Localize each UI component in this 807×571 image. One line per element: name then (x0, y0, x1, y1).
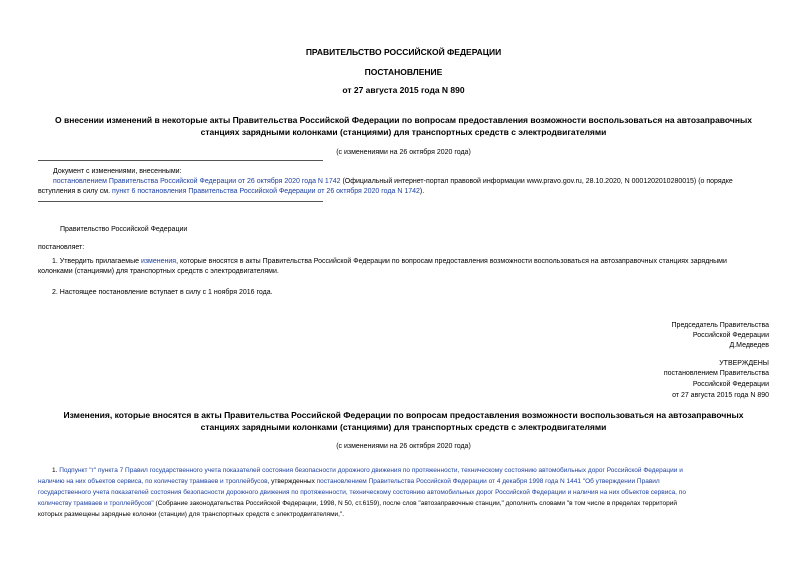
decree-1441-link[interactable]: постановлением Правительства Российской Федерации от 4 декабря 1998 года N 1441 "Об утверждении Правил (316, 478, 660, 485)
paragraph-2: 2. Настоящее постановление вступает в силу с 1 ноября 2016 года. (52, 289, 273, 296)
rules-item-link-cont[interactable]: наличию на них объектов сервиса, по количеству трамваев и троллейбусов (38, 478, 268, 485)
signature-role2: Российской Федерации (692, 332, 769, 339)
government-heading: ПРАВИТЕЛЬСТВО РОССИЙСКОЙ ФЕДЕРАЦИИ (305, 47, 502, 57)
amendments-line1: постановлением Правительства Российской Федерации от 26 октября 2020 года N 1742 (Официальный интернет-портал правовой информации www.pravo.gov.ru, 28.10.2020, N 0001202010280015) (о порядке (53, 178, 733, 185)
document-title-line2: станциях зарядными колонками (станциями) для транспортных средств с электродвигателями (200, 127, 607, 137)
amended-note: (с изменениями на 26 октября 2020 года) (336, 149, 471, 156)
annex-p1-line5: которых размещены зарядные колонки (станции) для транспортных средств с электродвигателями,". (38, 511, 345, 518)
signature-name: Д.Медведев (729, 342, 769, 349)
approved-label: УТВЕРЖДЕНЫ (719, 360, 769, 367)
annex-title-line1: Изменения, которые вносятся в акты Правительства Российской Федерации по вопросам предоставления возможности воспользоваться на автозаправочных (63, 410, 744, 420)
approved-line3: от 27 августа 2015 года N 890 (672, 392, 769, 399)
document-title-line1: О внесении изменений в некоторые акты Правительства Российской Федерации по вопросам предоставления возможности воспользоваться на автозаправочных (55, 115, 752, 125)
date-number-heading: от 27 августа 2015 года N 890 (342, 85, 465, 95)
annex-p1-line1: 1. Подпункт "г" пункта 7 Правил государственного учета показателей состояния безопасности дорожного движения по протяженности, техническому состоянию автомобильных дорог Российской Федерации и (52, 467, 683, 474)
paragraph-1-line1: 1. Утвердить прилагаемые изменения, которые вносятся в акты Правительства Российской Федерации по вопросам предоставления возможности воспользоваться на автозаправочных станциях зарядными (52, 258, 727, 265)
rules-item-link[interactable]: Подпункт "г" пункта 7 Правил государственного учета показателей состояния безопасности дорожного движения по протяженности, техническому состоянию автомобильных дорог Российской Федерации и (59, 467, 683, 474)
amendments-intro: Документ с изменениями, внесенными: (53, 168, 182, 175)
annex-title-line2: станциях зарядными колонками (станциями) для транспортных средств с электродвигателями (200, 422, 607, 432)
decree-1441-link-cont[interactable]: государственного учета показателей состояния безопасности дорожного движения по протяженности, техническому состоянию автомобильных дорог Российской Федерации и наличия на них объектов сервиса, по (38, 489, 686, 496)
approved-line2: Российской Федерации (692, 381, 769, 388)
annex-amended-note: (с изменениями на 26 октября 2020 года) (336, 443, 471, 450)
divider-bottom (38, 201, 323, 202)
divider-top (38, 160, 323, 161)
paragraph-1-line2: колонками (станциями) для транспортных средств с электродвигателями. (38, 268, 279, 275)
amendment-link-1742[interactable]: постановлением Правительства Российской Федерации от 26 октября 2020 года N 1742 (53, 178, 341, 185)
annex-p1-line2: наличию на них объектов сервиса, по количеству трамваев и троллейбусов, утвержденных постановлением Правительства Российской Федерации от 4 декабря 1998 года N 1441 "Об утверждении Правил (38, 478, 660, 485)
annex-p1-line4: количеству трамваев и троллейбусов" (Собрание законодательства Российской Федерации, 1998, N 50, ст.6159), после слов "автозаправочные станции," дополнить словами "в том числе в пределах территорий (38, 500, 677, 507)
annex-p1-line3 (38, 488, 770, 499)
decides-label: постановляет: (38, 244, 85, 251)
amendments-line2: вступления в силу см. пункт 6 постановления Правительства Российской Федерации от 26 октября 2020 года N 1742). (38, 188, 425, 195)
changes-link[interactable]: изменения (140, 258, 177, 265)
amendment-link-p6[interactable]: пункт 6 постановления Правительства Российской Федерации от 26 октября 2020 года N 1742 (112, 188, 420, 195)
decree-1441-link-end[interactable]: количеству трамваев и троллейбусов" (38, 500, 154, 507)
doc-type-heading: ПОСТАНОВЛЕНИЕ (364, 67, 443, 77)
gov-name: Правительство Российской Федерации (60, 226, 188, 233)
approved-line1: постановлением Правительства (663, 370, 769, 377)
signature-role1: Председатель Правительства (671, 322, 769, 329)
